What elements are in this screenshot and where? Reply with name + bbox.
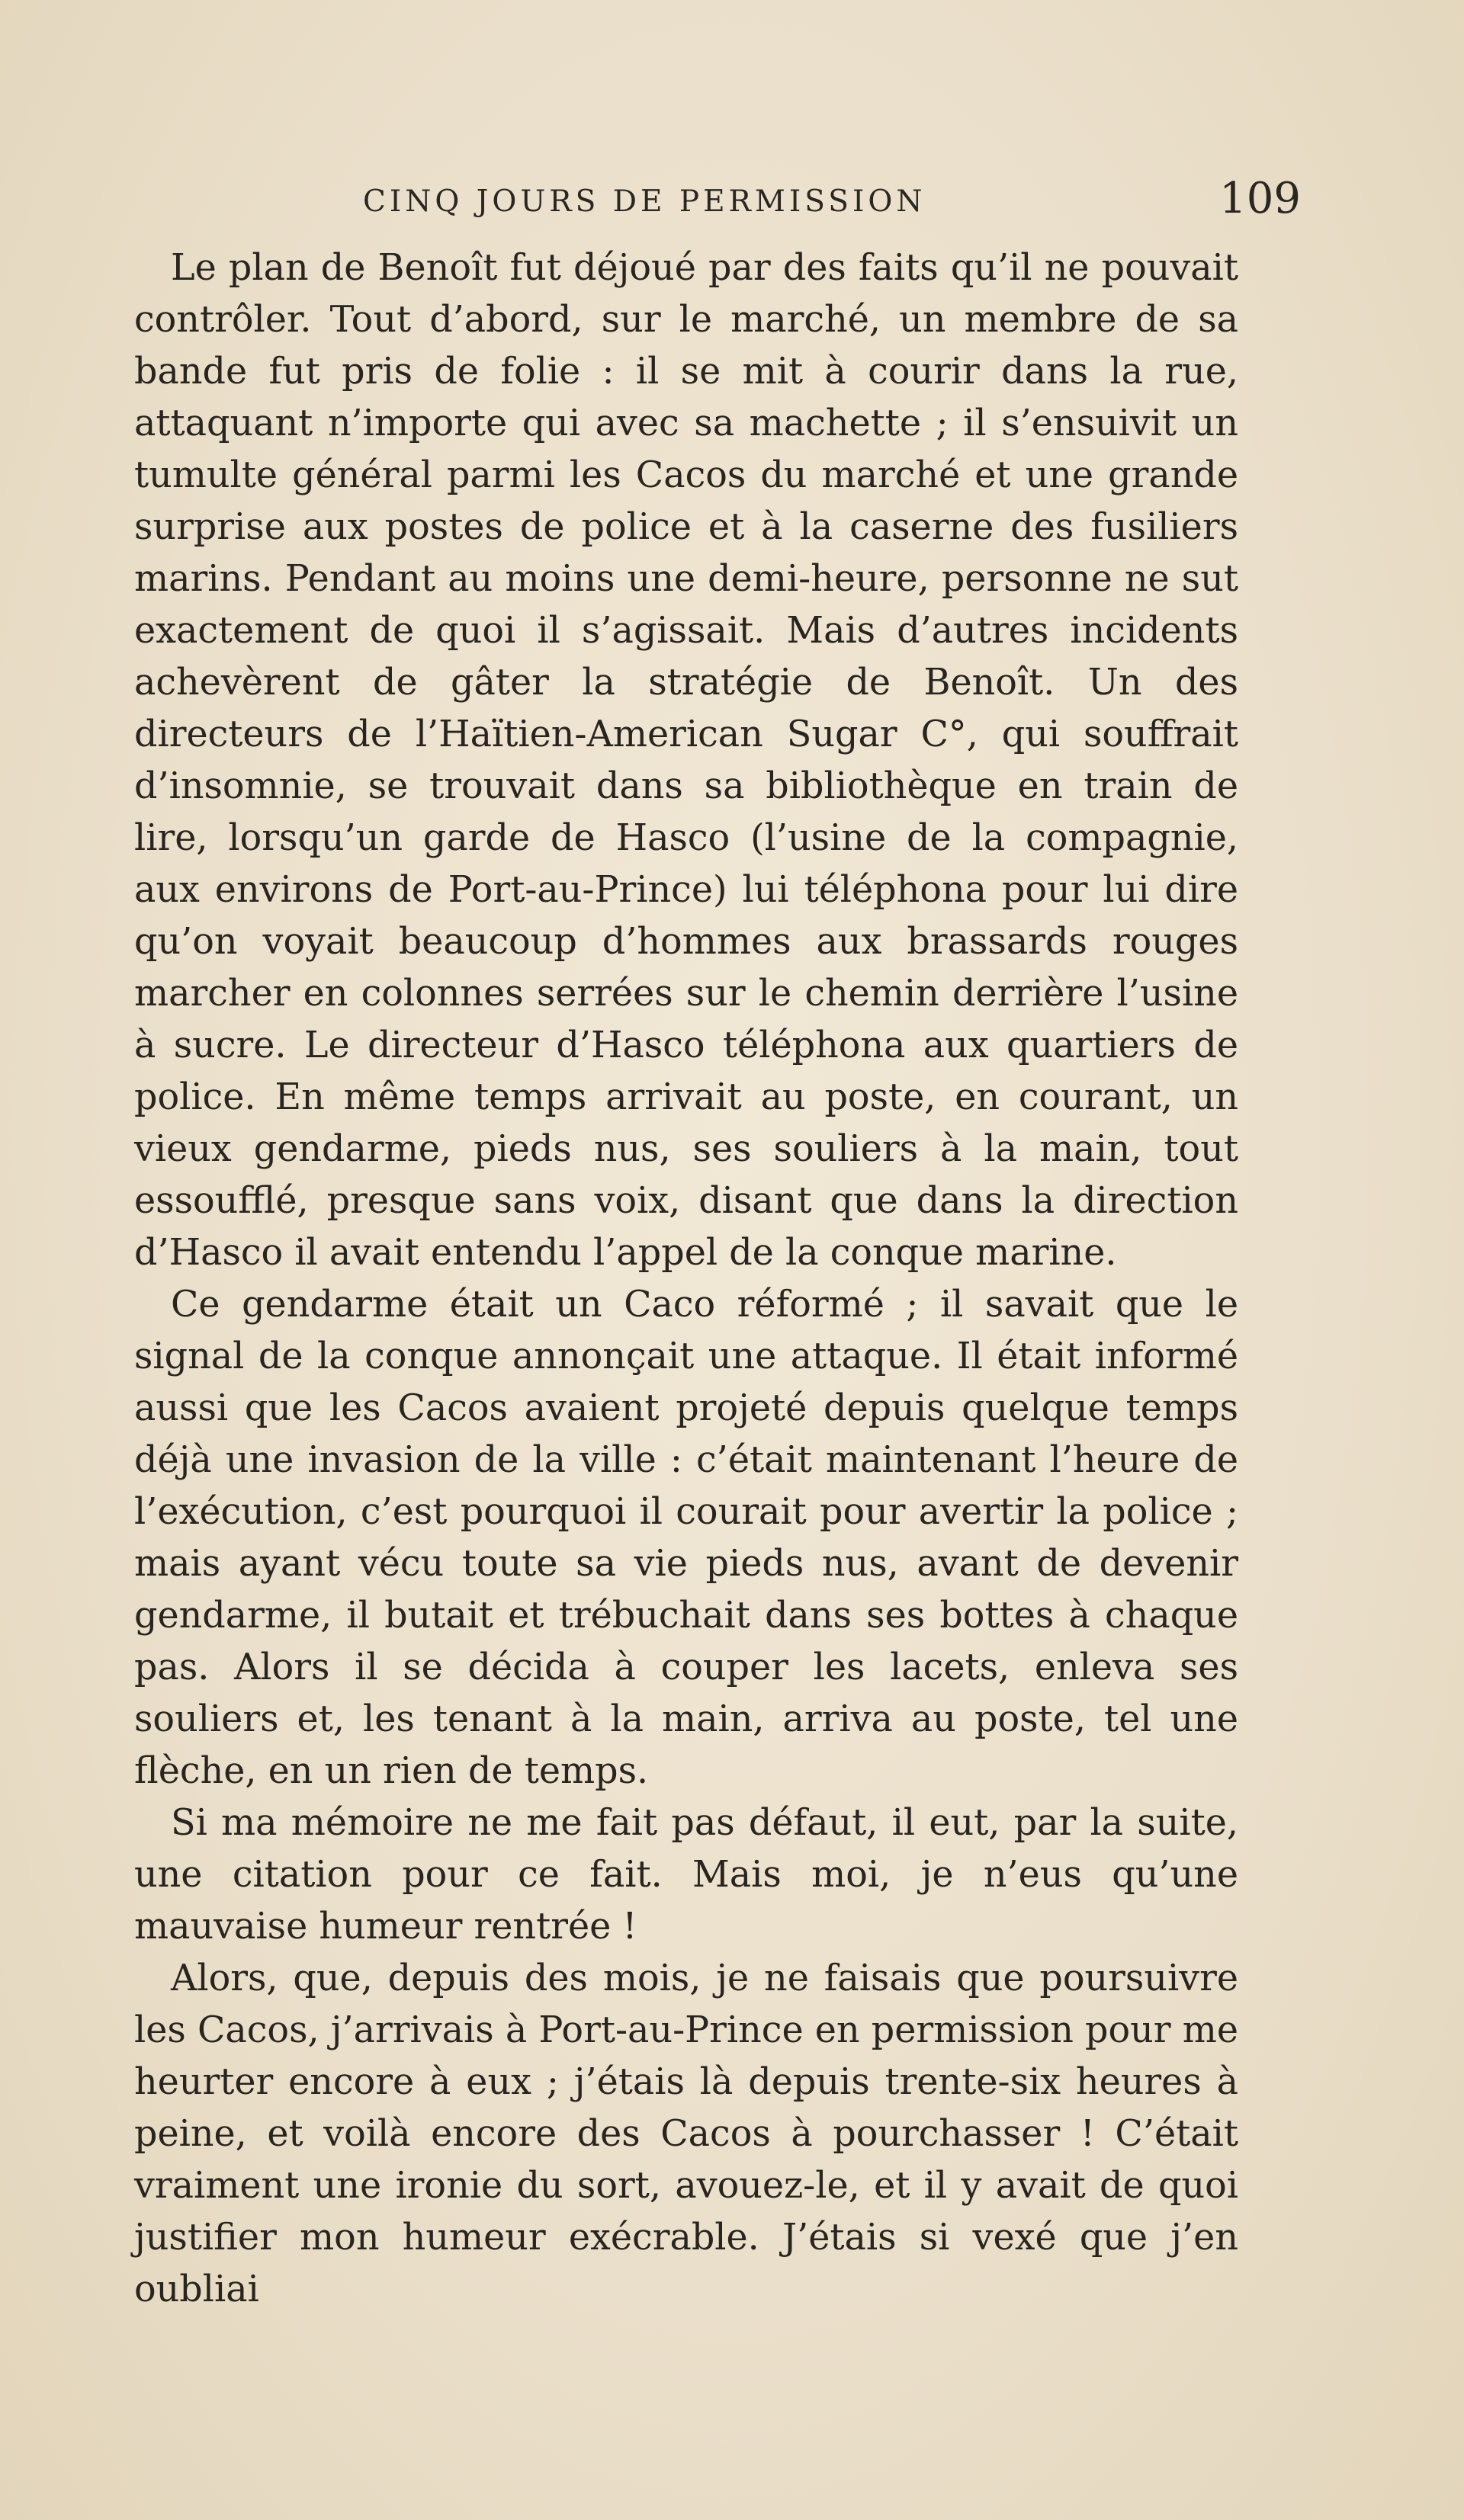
paragraph: Le plan de Benoît fut déjoué par des faits qu’il ne pouvait contrôler. Tout d’abord, sur le marché, un membre de sa bande fut pris de folie : il se mit à courir dans la rue, attaquant n’importe qui avec sa machette ; il s’ensuivit un tumulte général parmi les Cacos du marché et une grande surprise aux postes de police et à la caserne des fusiliers marins. Pendant au moins une demi-heure, personne ne sut exactement de quoi il s’agissait. Mais d’autres incidents achevèrent de gâter la stratégie de Benoît. Un des directeurs de l’Haïtien-American Sugar C°, qui souffrait d’insomnie, se trouvait dans sa bibliothèque en train de lire, lorsqu’un garde de Hasco (l’usine de la compagnie, aux environs de Port-au-Prince) lui téléphona pour lui dire qu’on voyait beaucoup d’hommes aux brassards rouges marcher en colonnes serrées sur le chemin derrière l’usine à sucre. Le directeur d’Hasco téléphona aux quartiers de police. En même temps arrivait au poste, en courant, un vieux gendarme, pieds nus, ses souliers à la main, tout essoufflé, presque sans voix, disant que dans la direction d’Hasco il avait entendu l’appel de la conque marine.: [134, 247, 1238, 1274]
page-number: 109: [1219, 174, 1301, 223]
paragraph: Ce gendarme était un Caco réformé ; il savait que le signal de la conque annonçait une attaque. Il était informé aussi que les Cacos avaient projeté depuis quelque temps déjà une invasion de la ville : c’était maintenant l’heure de l’exécution, c’est pourquoi il courait pour avertir la police ; mais ayant vécu toute sa vie pieds nus, avant de devenir gendarme, il butait et trébuchait dans ses bottes à chaque pas. Alors il se décida à couper les lacets, enleva ses souliers et, les tenant à la main, arriva au poste, tel une flèche, en un rien de temps.: [134, 1284, 1238, 1792]
paragraph: Alors, que, depuis des mois, je ne faisais que poursuivre les Cacos, j’arrivais à Port-au-Prince en permission pour me heurter encore à eux ; j’étais là depuis trente-six heures à peine, et voilà encore des Cacos à pourchasser ! C’était vraiment une ironie du sort, avouez-le, et il y avait de quoi justifier mon humeur exécrable. J’étais si vexé que j’en oubliai: [134, 1957, 1238, 2310]
page-header: [134, 174, 1324, 227]
running-title: CINQ JOURS DE PERMISSION: [363, 184, 926, 219]
paragraph: Si ma mémoire ne me fait pas défaut, il eut, par la suite, une citation pour ce fait. Mais moi, je n’eus qu’une mauvaise humeur rentrée !: [134, 1802, 1238, 1948]
body-text: [134, 242, 1238, 2316]
